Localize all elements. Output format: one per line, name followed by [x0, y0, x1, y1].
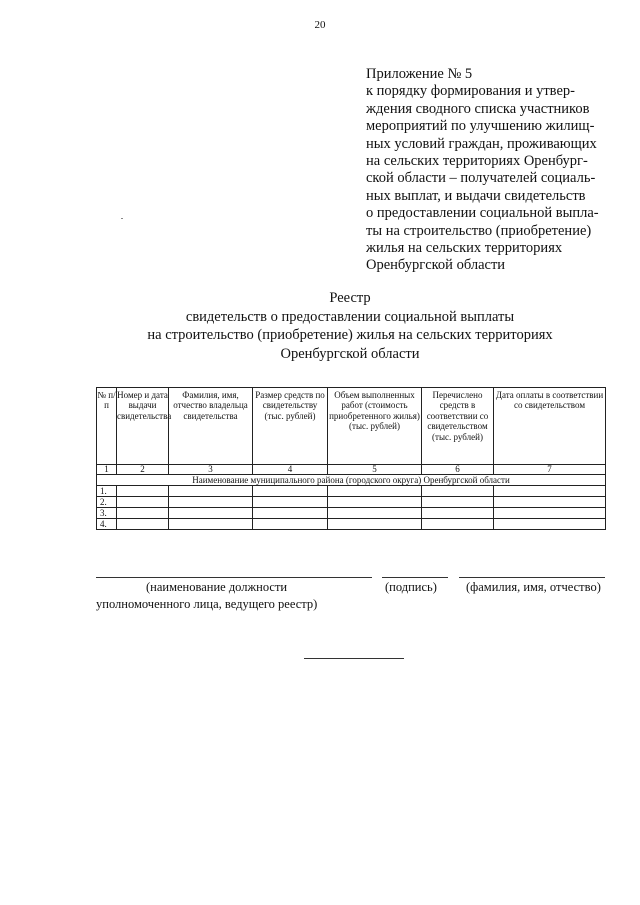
- appendix-line: о предоставлении социальной выпла-: [366, 205, 599, 222]
- column-number: 5: [328, 465, 422, 475]
- table-cell: [117, 508, 169, 519]
- title-line: Оренбургской области: [280, 345, 420, 362]
- title-line: на строительство (приобретение) жилья на сельских территориях: [147, 327, 553, 343]
- appendix-line: Приложение № 5: [366, 66, 473, 82]
- table-cell: [253, 508, 328, 519]
- table-cell: [328, 486, 422, 497]
- table-header-row: [97, 388, 606, 465]
- column-number: 2: [117, 465, 169, 475]
- table-cell: [422, 486, 494, 497]
- signature-caption: (подпись): [385, 580, 437, 594]
- registry-table: [96, 387, 606, 530]
- table-row: [97, 508, 606, 519]
- appendix-line: мероприятий по улучшению жилищ-: [366, 118, 595, 135]
- table-cell: [328, 497, 422, 508]
- appendix-line: ных выплат, и выдачи свидетельств: [366, 187, 586, 204]
- table-cell: [253, 497, 328, 508]
- signature-line: [382, 577, 448, 578]
- column-number: 7: [494, 465, 606, 475]
- name-caption: (фамилия, имя, отчество): [466, 580, 601, 594]
- column-number-row: [97, 465, 606, 475]
- end-separator-line: [304, 658, 404, 659]
- table-row: [97, 519, 606, 530]
- appendix-line: к порядку формирования и утвер-: [366, 83, 575, 100]
- row-index: 3.: [97, 508, 117, 519]
- appendix-line: ской области – получателей социаль-: [366, 170, 596, 187]
- table-cell: [169, 497, 253, 508]
- section-row: [97, 475, 606, 486]
- table-row: [97, 497, 606, 508]
- table-cell: [328, 508, 422, 519]
- table-cell: [169, 508, 253, 519]
- column-number: 6: [422, 465, 494, 475]
- position-caption-continued: уполномоченного лица, ведущего реестр): [96, 597, 318, 611]
- table-cell: [169, 519, 253, 530]
- appendix-line: ждения сводного списка участников: [366, 100, 590, 117]
- column-number: 3: [169, 465, 253, 475]
- column-number: 4: [253, 465, 328, 475]
- column-header: № п/п: [97, 388, 117, 465]
- page-number: 20: [314, 19, 326, 31]
- table-cell: [422, 497, 494, 508]
- table-cell: [253, 486, 328, 497]
- table-cell: [494, 486, 606, 497]
- table-cell: [117, 497, 169, 508]
- table-cell: [117, 519, 169, 530]
- column-header: Дата оплаты в соответствии со свидетельством: [494, 388, 606, 465]
- table-cell: [494, 508, 606, 519]
- table-cell: [117, 486, 169, 497]
- appendix-line: жилья на сельских территориях: [366, 240, 563, 257]
- table-row: [97, 486, 606, 497]
- document-title: [0, 289, 640, 363]
- position-signature-line: [96, 577, 372, 578]
- row-index: 1.: [97, 486, 117, 497]
- appendix-line: ных условий граждан, проживающих: [366, 135, 597, 152]
- row-index: 2.: [97, 497, 117, 508]
- table-cell: [422, 519, 494, 530]
- appendix-block: [366, 66, 626, 275]
- column-header: Номер и дата выдачи свидетельства: [117, 388, 169, 465]
- table-cell: [328, 519, 422, 530]
- appendix-line: на сельских территориях Оренбург-: [366, 153, 588, 170]
- section-heading: Наименование муниципального района (городского округа) Оренбургской области: [97, 475, 606, 486]
- table-cell: [253, 519, 328, 530]
- column-header: Фамилия, имя, отчество владельца свидетельства: [169, 388, 253, 465]
- position-caption: (наименование должности: [146, 580, 288, 594]
- title-line: Реестр: [329, 290, 371, 306]
- column-header: Перечислено средств в соответствии со свидетельством (тыс. рублей): [422, 388, 494, 465]
- column-header: Объем выполненных работ (стоимость приобретенного жилья) (тыс. рублей): [328, 388, 422, 465]
- row-index: 4.: [97, 519, 117, 530]
- column-number: 1: [97, 465, 117, 475]
- table-cell: [169, 486, 253, 497]
- table-cell: [494, 497, 606, 508]
- name-signature-line: [459, 577, 605, 578]
- scan-mark: [121, 218, 123, 219]
- table-cell: [494, 519, 606, 530]
- title-line: свидетельств о предоставлении социальной выплаты: [185, 308, 515, 325]
- table-cell: [422, 508, 494, 519]
- column-header: Размер средств по свидетельству (тыс. рублей): [253, 388, 328, 465]
- appendix-line: ты на строительство (приобретение): [366, 222, 592, 239]
- appendix-line: Оренбургской области: [366, 257, 506, 274]
